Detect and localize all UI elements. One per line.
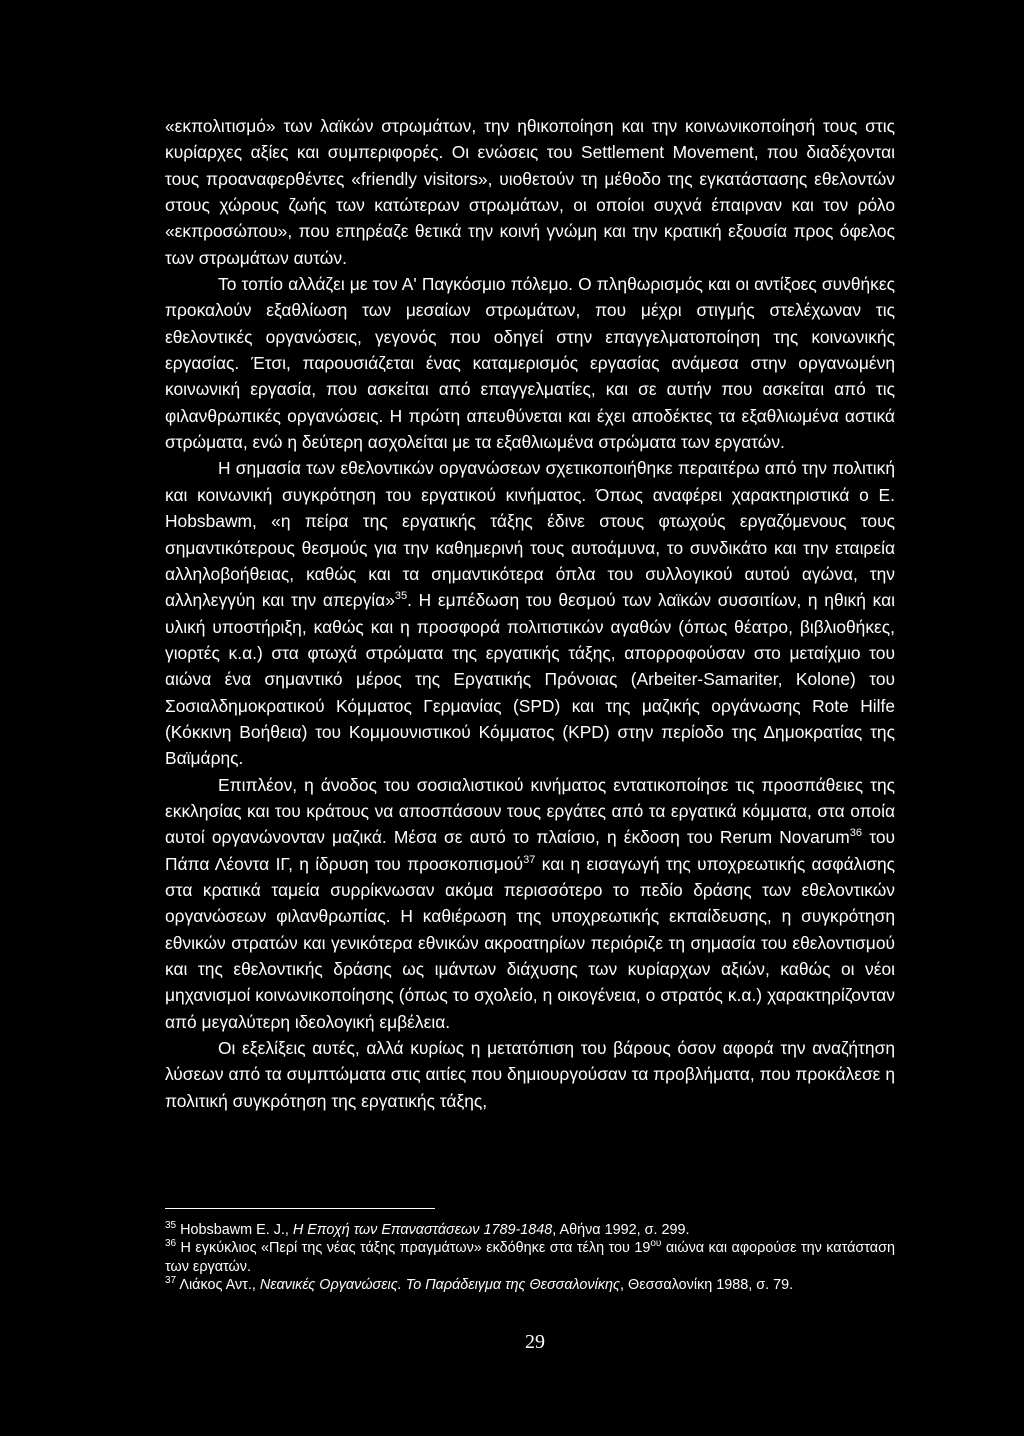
footnote-36-text-b: αιώνα και αφορούσε την κατάσταση των εργατών. bbox=[165, 1240, 895, 1275]
footnote-36 bbox=[165, 1239, 895, 1276]
footnote-37-text-a: Λιάκος Αντ., bbox=[176, 1277, 260, 1294]
body-text bbox=[165, 113, 895, 1114]
paragraph-5: Οι εξελίξεις αυτές, αλλά κυρίως η μετατόπιση του βάρους όσον αφορά την αναζήτηση λύσεων από τα συμπτώματα στις αιτίες που δημιουργούσαν τα προβλήματα, που προκάλεσε η πολιτική συγκρότηση της εργατικής τάξης, bbox=[165, 1038, 895, 1111]
paragraph-2: Το τοπίο αλλάζει με τον Α' Παγκόσμιο πόλεμο. Ο πληθωρισμός και οι αντίξοες συνθήκες προκαλούν εξαθλίωση των μεσαίων στρωμάτων, που μέχρι στιγμής στελέχωναν τις εθελοντικές οργανώσεις, γεγονός που οδηγεί στην επαγγελματοποίηση της κοινωνικής εργασίας. Έτσι, παρουσιάζεται ένας καταμερισμός εργασίας ανάμεσα στην οργανωμένη κοινωνική εργασία, που ασκείται από επαγγελματίες, και σε αυτήν που ασκείται από τις φιλανθρωπικές οργανώσεις. Η πρώτη απευθύνεται και έχει αποδέκτες τα εξαθλιωμένα αστικά στρώματα, ενώ η δεύτερη ασχολείται με τα εξαθλιωμένα στρώματα των εργατών. bbox=[165, 274, 895, 453]
paragraph-3 bbox=[165, 455, 895, 771]
paragraph-3-text-b: . Η εμπέδωση του θεσμού των λαϊκών συσσιτίων, η ηθική και υλική υποστήριξη, καθώς και η προσφορά πολιτιστικών αγαθών (όπως θέατρο, βιβλιοθήκες, γιορτές κ.α.) στα φτωχά στρώματα της εργατικής τάξης, απορροφούσαν στο μεταίχμιο του αιώνα ένα σημαντικό μέρος της Εργατικής Πρόνοιας (Arbeiter-Samariter, Kolone) του Σοσιαλδημοκρατικού Κόμματος Γερμανίας (SPD) και της μαζικής οργάνωσης Rote Hilfe (Κόκκινη Βοήθεια) του Κομμουνιστικού Κόμματος (KPD) στην περίοδο της Δημοκρατίας της Βαϊμάρης. bbox=[165, 590, 895, 769]
paragraph-4-text-a: Επιπλέον, η άνοδος του σοσιαλιστικού κινήματος εντατικοποίησε τις προσπάθειες της εκκλησίας και του κράτους να αποσπάσουν τους εργάτες από τα εργατικά κόμματα, στα οποία αυτοί οργανώνονταν μαζικά. Μέσα σε αυτό το πλαίσιο, η έκδοση του Rerum Novarum bbox=[165, 774, 895, 848]
footnote-35-title: Η Εποχή των Επαναστάσεων 1789-1848 bbox=[292, 1222, 553, 1238]
paragraph-4-text-c: και η εισαγωγή της υποχρεωτικής ασφάλισης στα κρατικά ταμεία συρρίκνωσαν ακόμα περισσότερο το πεδίο δράσης των εθελοντικών οργανώσεων φιλανθρωπίας. Η καθιέρωση της υποχρεωτικής εκπαίδευσης, η συγκρότηση εθνικών στρατών και γενικότερα εθνικών ακροατηρίων περιόριζε τη σημασία του εθελοντισμού και της εθελοντικής δράσης ως ιμάντων διάχυσης των κυρίαρχων αξιών, καθώς οι νέοι μηχανισμοί κοινωνικοποίησης (όπως το σχολείο, η οικογένεια, ο στρατός κ.α.) χαρακτηρίζονταν από μεγαλύτερη ιδεολογική εμβέλεια. bbox=[165, 853, 896, 1032]
footnote-divider bbox=[165, 1208, 435, 1209]
paragraph-1: «εκπολιτισμό» των λαϊκών στρωμάτων, την ηθικοποίηση και την κοινωνικοποίησή τους στις κυρίαρχες αξίες και συμπεριφορές. Οι ενώσεις του Settlement Movement, που διαδέχονται τους προαναφερθέντες «friendly visitors», υιοθετούν τη μέθοδο της εγκατάστασης εθελοντών στους χώρους ζωής των κατώτερων στρωμάτων, οι οποίοι συχνά έπαιρναν και τον ρόλο «εκπροσώπου», που επηρέαζε θετικά την κοινή γνώμη και την κρατική εξουσία προς όφελος των στρωμάτων αυτών. bbox=[165, 116, 895, 268]
footnote-35 bbox=[165, 1221, 895, 1239]
footnote-36-ordinal: ου bbox=[650, 1238, 662, 1250]
footnotes bbox=[165, 1221, 895, 1295]
footnote-35-text-b: , Αθήνα 1992, σ. 299. bbox=[552, 1222, 690, 1238]
paragraph-4-text-b: του Πάπα Λέοντα ΙΓ, η ίδρυση του προσκοπισμού bbox=[165, 827, 896, 874]
footnote-35-text-a: Hobsbawm E. J., bbox=[176, 1222, 293, 1238]
footnote-37 bbox=[165, 1276, 895, 1294]
footnote-36-number: 36 bbox=[165, 1238, 177, 1250]
paragraph-4 bbox=[165, 772, 895, 1035]
footnote-35-number: 35 bbox=[165, 1220, 177, 1232]
footnote-ref-35[interactable]: 35 bbox=[394, 590, 408, 603]
footnote-ref-36[interactable]: 36 bbox=[849, 827, 863, 840]
footnote-ref-37[interactable]: 37 bbox=[523, 853, 536, 866]
paragraph-3-text-a: Η σημασία των εθελοντικών οργανώσεων σχετικοποιήθηκε περαιτέρω από την πολιτική και κοινωνική συγκρότηση του εργατικού κινήματος. Όπως αναφέρει χαρακτηριστικά ο E. Hobsbawm, «η πείρα της εργατικής τάξης έδινε στους φτωχούς εργαζόμενους τους σημαντικότερους θεσμούς για την καθημερινή τους αυτοάμυνα, το συνδικάτο και την εταιρεία αλληλοβοήθειας, καθώς και τα σημαντικότερα όπλα του συλλογικού αυτού αγώνα, την αλληλεγγύη και την απεργία» bbox=[165, 458, 895, 611]
footnote-37-text-b: , Θεσσαλονίκη 1988, σ. 79. bbox=[620, 1277, 794, 1294]
footnote-36-text-a: Η εγκύκλιος «Περί της νέας τάξης πραγμάτων» εκδόθηκε στα τέλη του 19 bbox=[176, 1240, 651, 1257]
footnote-37-number: 37 bbox=[165, 1275, 177, 1287]
page-number: 29 bbox=[525, 1331, 545, 1353]
footnote-37-title: Νεανικές Οργανώσεις. Το Παράδειγμα της Θεσσαλονίκης bbox=[259, 1277, 621, 1294]
